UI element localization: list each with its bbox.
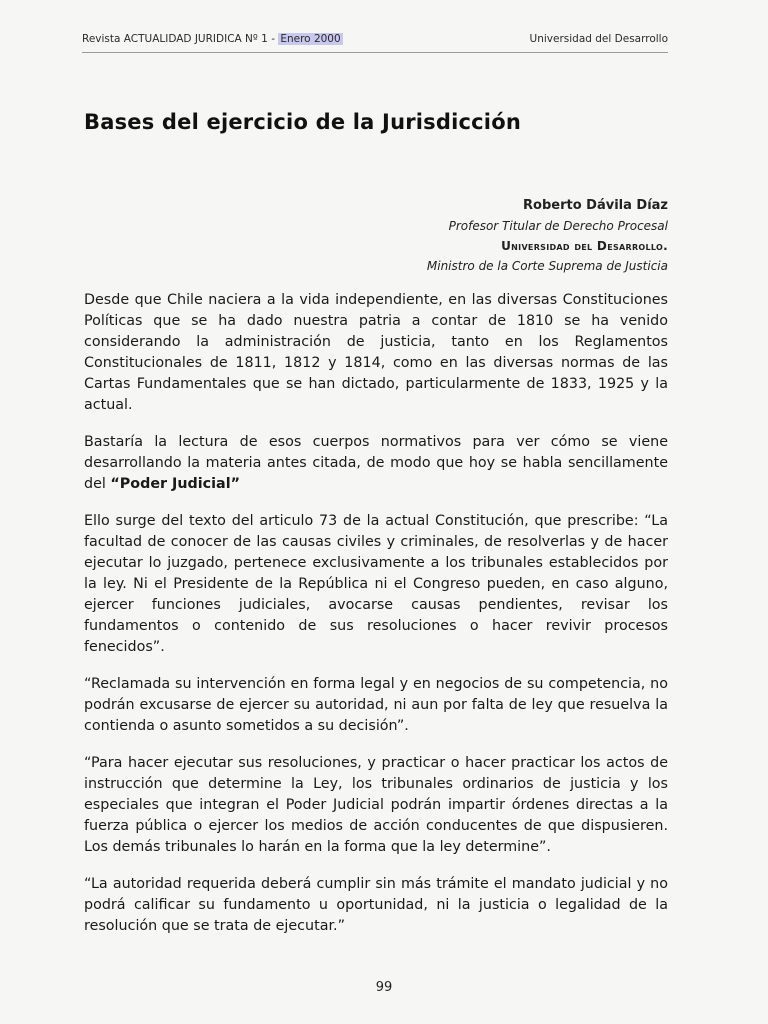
page-number: 99 (375, 980, 393, 995)
paragraph-6: “La autoridad requerida deberá cumplir sin más trámite el mandato judicial y no podrá calificar su fundamento u oportunidad, ni la justicia o legalidad de la resolución que se trata de ejecutar.” (84, 876, 668, 934)
author-name: Roberto Dávila Díaz (523, 198, 668, 213)
author-position: Profesor Titular de Derecho Procesal (448, 219, 668, 233)
journal-name: Revista ACTUALIDAD JURIDICA Nº 1 - (82, 33, 279, 45)
paragraph-2 (84, 432, 668, 495)
paragraph-2-text: Bastaría la lectura de esos cuerpos normativos para ver cómo se viene desarrollando la materia antes citada, de modo que hoy se habla sencillamente del (84, 434, 668, 492)
paragraph-4: “Reclamada su intervención en forma legal y en negocios de su competencia, no podrán excusarse de ejercer su autoridad, ni aun por falta de ley que resuelva la contienda o asunto sometidos a su decisión”. (84, 676, 668, 734)
author-block (427, 196, 668, 276)
institution-name: Universidad del Desarrollo (529, 33, 668, 45)
article-body (84, 290, 668, 953)
paragraph-3: Ello surge del texto del articulo 73 de la actual Constitución, que prescribe: “La facultad de conocer de las causas civiles y criminales, de resolverlas y de hacer ejecutar lo juzgado, pertenece exclusivamente a los tribunales establecidos por la ley. Ni el Presidente de la República ni el Congreso pueden, en caso alguno, ejercer funciones judiciales, avocarse causas pendientes, revisar los fundamentos o contenido de sus resoluciones o hacer revivir procesos fenecidos”. (84, 513, 668, 655)
author-university: Universidad del Desarrollo. (501, 239, 668, 253)
author-role: Ministro de la Corte Suprema de Justicia (426, 259, 668, 273)
header-rule (82, 52, 668, 53)
paragraph-1: Desde que Chile naciera a la vida independiente, en las diversas Constituciones Políticas que se ha dado nuestra patria a contar de 1810 se ha venido considerando la administración de justicia, tanto en los Reglamentos Constitucionales de 1811, 1812 y 1814, como en las diversas normas de las Cartas Fundamentales que se han dictado, particularmente de 1833, 1925 y la actual. (84, 292, 668, 413)
poder-judicial-term: “Poder Judicial” (110, 476, 240, 492)
issue-date-highlight: Enero 2000 (280, 33, 341, 45)
article-title: Bases del ejercicio de la Jurisdicción (84, 110, 521, 134)
running-header (82, 33, 668, 45)
journal-reference (82, 33, 343, 45)
paragraph-5: “Para hacer ejecutar sus resoluciones, y practicar o hacer practicar los actos de instrucción que determine la Ley, los tribunales ordinarios de justicia y los especiales que integran el Poder Judicial podrán impartir órdenes directas a la fuerza pública o ejercer los medios de acción conducentes de que dispusieren. Los demás tribunales lo harán en la forma que la ley determine”. (84, 755, 668, 855)
